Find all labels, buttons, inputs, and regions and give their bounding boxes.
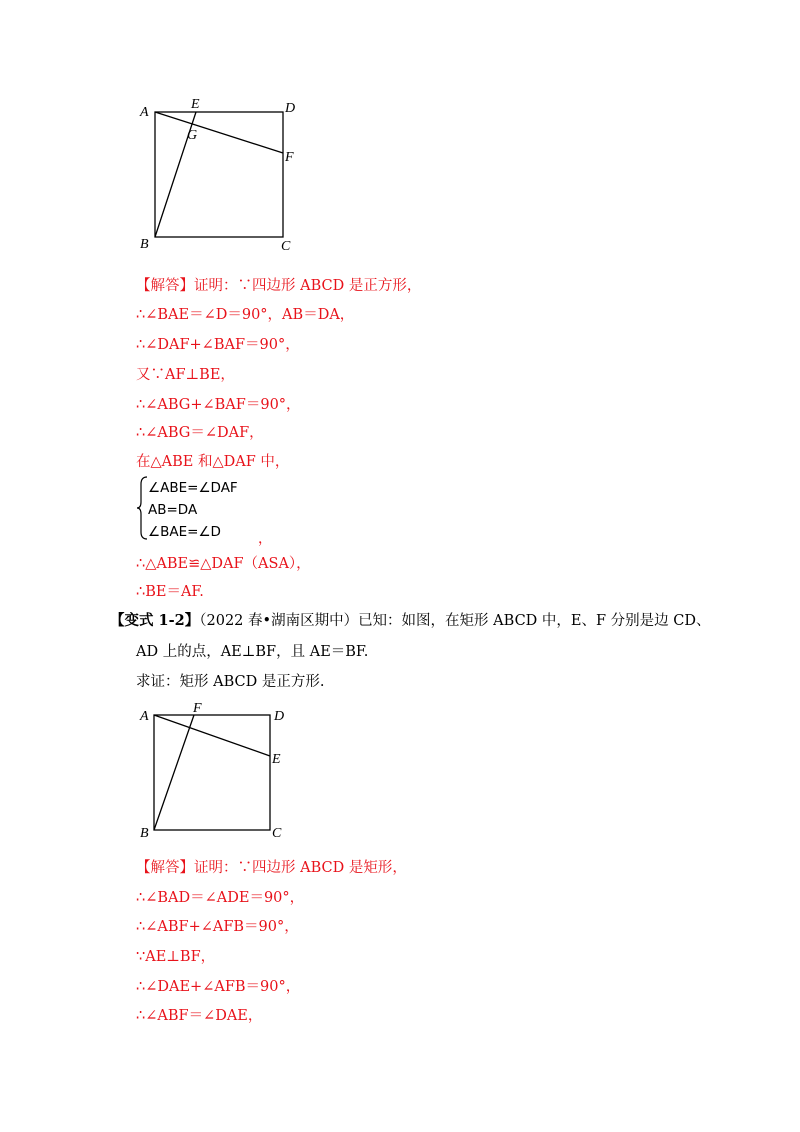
label-d: D bbox=[274, 709, 285, 724]
label-d: D bbox=[285, 101, 296, 116]
segment-ae bbox=[154, 715, 270, 756]
label-c: C bbox=[272, 826, 282, 841]
solution2-line-2: ∴∠ABF+∠AFB＝90°， bbox=[136, 919, 299, 935]
label-g: G bbox=[187, 128, 198, 143]
square-figure-2 bbox=[130, 698, 300, 848]
variant-line-2: AD 上的点，AE⊥BF，且 AE＝BF. bbox=[136, 644, 369, 660]
solution1-line-2: ∴∠DAF+∠BAF＝90°， bbox=[136, 337, 300, 353]
label-f: F bbox=[285, 150, 294, 165]
label-b: B bbox=[140, 237, 149, 252]
label-e: E bbox=[272, 752, 281, 767]
rectangle-abcd bbox=[154, 715, 270, 830]
label-f: F bbox=[193, 701, 202, 716]
solution2-tag: 【解答】 bbox=[136, 860, 194, 876]
solution2-line-3: ∵AE⊥BF， bbox=[136, 949, 216, 965]
label-a: A bbox=[140, 105, 149, 120]
label-a: A bbox=[140, 709, 149, 724]
label-b: B bbox=[140, 826, 149, 841]
system-eq-1: ∠ABE=∠DAF bbox=[148, 480, 238, 496]
solution2-line-1: ∴∠BAD＝∠ADE＝90°， bbox=[136, 890, 305, 906]
system-eq-2: AB=DA bbox=[148, 502, 198, 518]
solution2-line-0: 【解答】证明：∵四边形 ABCD 是矩形， bbox=[136, 860, 407, 876]
solution1-line-1: ∴∠BAE＝∠D＝90°，AB＝DA， bbox=[136, 307, 355, 323]
system-comma: ， bbox=[258, 531, 272, 547]
variant-prove: 求证：矩形 ABCD 是正方形. bbox=[136, 674, 325, 690]
solution1-after-1: ∴BE＝AF. bbox=[136, 584, 204, 600]
solution2-line-4: ∴∠DAE+∠AFB＝90°， bbox=[136, 979, 301, 995]
solution1-line-0: 【解答】证明：∵四边形 ABCD 是正方形， bbox=[136, 278, 422, 294]
segment-af bbox=[155, 112, 283, 153]
solution2-line-5: ∴∠ABF＝∠DAE， bbox=[136, 1008, 263, 1024]
variant-line-1 bbox=[110, 611, 710, 631]
label-e: E bbox=[191, 97, 200, 112]
solution1-line-5: ∴∠ABG＝∠DAF， bbox=[136, 425, 264, 441]
system-eq-3: ∠BAE=∠D bbox=[148, 524, 221, 540]
variant-tag: 【变式 1-2】 bbox=[110, 612, 200, 629]
square-figure-1 bbox=[130, 90, 310, 260]
square-abcd bbox=[155, 112, 283, 237]
solution1-tag: 【解答】 bbox=[136, 278, 194, 294]
variant-text-1: 已知：如图，在矩形 ABCD 中，E、F 分别是边 CD、 bbox=[358, 613, 711, 629]
solution1-line-4: ∴∠ABG+∠BAF＝90°， bbox=[136, 397, 301, 413]
solution1-line-6: 在△ABE 和△DAF 中， bbox=[136, 454, 290, 470]
variant-source: （2022 春•湖南区期中） bbox=[199, 613, 359, 629]
solution1-line-3: 又∵AF⊥BE， bbox=[136, 367, 235, 383]
segment-bf bbox=[154, 715, 194, 830]
solution1-after-0: ∴△ABE≌△DAF（ASA）， bbox=[136, 556, 311, 572]
label-c: C bbox=[281, 239, 291, 254]
